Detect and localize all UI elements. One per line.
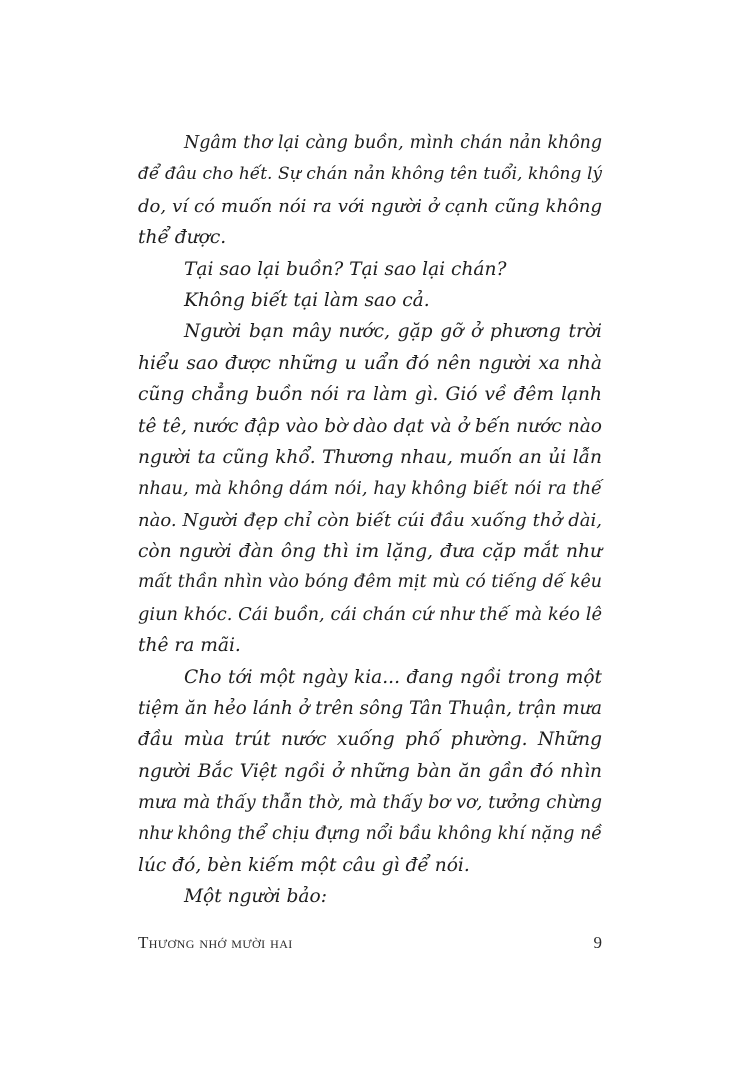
text-line: còn người đàn ông thì im lặng, đưa cặp mắt như — [138, 541, 602, 563]
text-line: mất thần nhìn vào bóng đêm mịt mù có tiếng dế kêu — [138, 572, 602, 593]
text-line: người Bắc Việt ngồi ở những bàn ăn gần đó nhìn — [138, 760, 602, 782]
body-text — [138, 128, 602, 913]
text-line: Người bạn mây nước, gặp gỡ ở phương trời — [184, 321, 602, 343]
text-line: tiệm ăn hẻo lánh ở trên sông Tân Thuận, trận mưa — [138, 698, 602, 720]
text-line: thê ra mãi. — [138, 635, 241, 657]
text-line: Cho tới một ngày kia... đang ngồi trong một — [184, 666, 602, 688]
text-line: Tại sao lại buồn? Tại sao lại chán? — [184, 258, 507, 280]
text-line: cũng chẳng buồn nói ra làm gì. Gió về đêm lạnh — [138, 384, 602, 406]
text-line: hiểu sao được những u uẩn đó nên người xa nhà — [138, 352, 602, 374]
text-line: mưa mà thấy thẫn thờ, mà thấy bơ vơ, tưởng chừng — [138, 792, 602, 814]
text-line: để đâu cho hết. Sự chán nản không tên tuổi, không lý — [138, 164, 602, 185]
text-line: do, ví có muốn nói ra với người ở cạnh cũng không — [138, 195, 602, 217]
page-footer — [138, 933, 602, 957]
running-title: Thương nhớ mười hai — [138, 933, 293, 952]
text-line: tê tê, nước đập vào bờ dào dạt và ở bến nước nào — [138, 415, 602, 437]
text-line: Ngâm thơ lại càng buồn, mình chán nản không — [184, 133, 602, 153]
text-line: người ta cũng khổ. Thương nhau, muốn an ủi lẫn — [138, 446, 602, 468]
text-line: Không biết tại làm sao cả. — [184, 289, 430, 311]
text-line: nào. Người đẹp chỉ còn biết cúi đầu xuống thở dài, — [138, 509, 602, 531]
text-line: đầu mùa trút nước xuống phố phường. Những — [138, 729, 602, 751]
text-line: lúc đó, bèn kiếm một câu gì để nói. — [138, 854, 470, 876]
text-line: nhau, mà không dám nói, hay không biết nói ra thế — [138, 478, 602, 500]
text-line: Một người bảo: — [184, 886, 327, 908]
page-number: 9 — [593, 933, 602, 952]
text-line: như không thể chịu đựng nổi bầu không khí nặng nề — [138, 823, 602, 844]
text-line: thể được. — [138, 227, 227, 249]
text-line: giun khóc. Cái buồn, cái chán cứ như thế mà kéo lê — [138, 603, 602, 625]
